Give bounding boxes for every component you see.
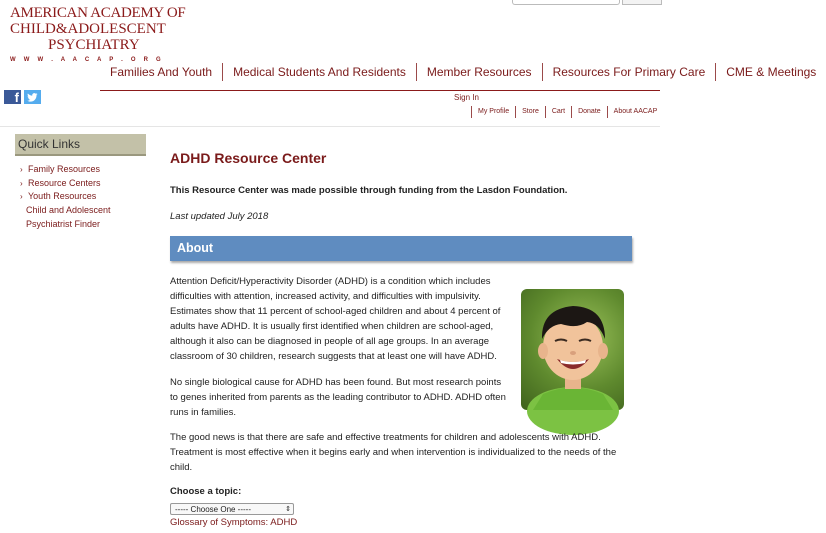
sign-in-link[interactable]: Sign In [454, 93, 479, 102]
about-paragraph-3: The good news is that there are safe and effective treatments for children and adolescents with ADHD. Treatment is most effective when it begins early and when intervention is individualized to the needs of the child. [170, 432, 617, 473]
logo-url: W W W . A A C A P . O R G [10, 57, 164, 63]
nav-member-resources[interactable]: Member Resources [416, 63, 542, 81]
twitter-icon[interactable] [24, 90, 41, 104]
funding-note: This Resource Center was made possible through funding from the Lasdon Foundation. [170, 185, 568, 196]
quick-link-label: Family Resources [28, 164, 101, 174]
about-section-header [170, 236, 632, 261]
last-updated: Last updated July 2018 [170, 211, 269, 222]
logo-line-1: AMERICAN ACADEMY OF [10, 5, 186, 21]
topic-select[interactable] [170, 503, 294, 515]
quick-links-heading: Quick Links [15, 134, 146, 156]
chevron-updown-icon: ⇕ [285, 506, 291, 513]
facebook-icon[interactable]: f [4, 90, 21, 104]
utility-nav [471, 106, 663, 118]
nav-primary-care[interactable]: Resources For Primary Care [542, 63, 716, 81]
topic-select-value: ----- Choose One ----- [175, 505, 252, 514]
page-title: ADHD Resource Center [170, 150, 327, 166]
child-photo [521, 289, 624, 410]
chevron-right-icon: › [20, 192, 23, 202]
util-cart[interactable]: Cart [545, 106, 571, 118]
nav-families-and-youth[interactable]: Families And Youth [110, 65, 213, 79]
quick-link-label: Child and Adolescent [26, 205, 111, 216]
quick-link-psychiatrist-finder-line2[interactable] [20, 218, 111, 232]
search-input[interactable] [512, 0, 620, 5]
util-store[interactable]: Store [515, 106, 545, 118]
search-button[interactable] [622, 0, 662, 5]
util-donate[interactable]: Donate [571, 106, 607, 118]
quick-link-label: Psychiatrist Finder [26, 218, 101, 229]
quick-link-youth-resources[interactable] [20, 190, 111, 204]
quick-links-list [20, 163, 111, 231]
logo-line-2: CHILD&ADOLESCENT [10, 21, 166, 37]
chevron-right-icon: › [20, 165, 23, 174]
nav-divider [100, 90, 660, 91]
social-links [4, 90, 41, 104]
header-divider [0, 126, 660, 127]
quick-link-label: Resource Centers [28, 177, 101, 188]
glossary-link[interactable]: Glossary of Symptoms: ADHD [170, 517, 298, 528]
util-about-aacap[interactable]: About AACAP [607, 106, 664, 118]
main-nav [100, 63, 826, 83]
about-paragraph-1: Attention Deficit/Hyperactivity Disorder (ADHD) is a condition which includes difficulties with attention, increased activity, and difficulties with impulsivity. Estimates show that 11 percent of school-aged children and about 4 percent of adults have ADHD. It is usually first identified when children are school-aged, although it also can be diagnosed in people of all age groups. In an average classroom of 30 children, research suggests that at least one will have ADHD. [170, 276, 501, 362]
logo-line-3: PSYCHIATRY [48, 37, 140, 53]
about-heading: About [177, 241, 214, 255]
chevron-right-icon: › [20, 178, 23, 188]
quick-link-resource-centers[interactable] [20, 177, 111, 191]
nav-cme-meetings[interactable]: CME & Meetings [715, 63, 826, 81]
quick-link-psychiatrist-finder-line1[interactable] [20, 204, 111, 218]
choose-topic-label: Choose a topic: [170, 486, 242, 497]
quick-link-label: Youth Resources [28, 191, 97, 202]
about-paragraph-2: No single biological cause for ADHD has been found. But most research points to genes inherited from parents as the leading contributor to ADHD. ADHD often runs in families. [170, 377, 506, 418]
nav-medical-students[interactable]: Medical Students And Residents [222, 63, 416, 81]
aacap-logo[interactable] [10, 6, 185, 63]
quick-link-family-resources[interactable] [20, 163, 111, 177]
util-my-profile[interactable]: My Profile [471, 106, 515, 118]
